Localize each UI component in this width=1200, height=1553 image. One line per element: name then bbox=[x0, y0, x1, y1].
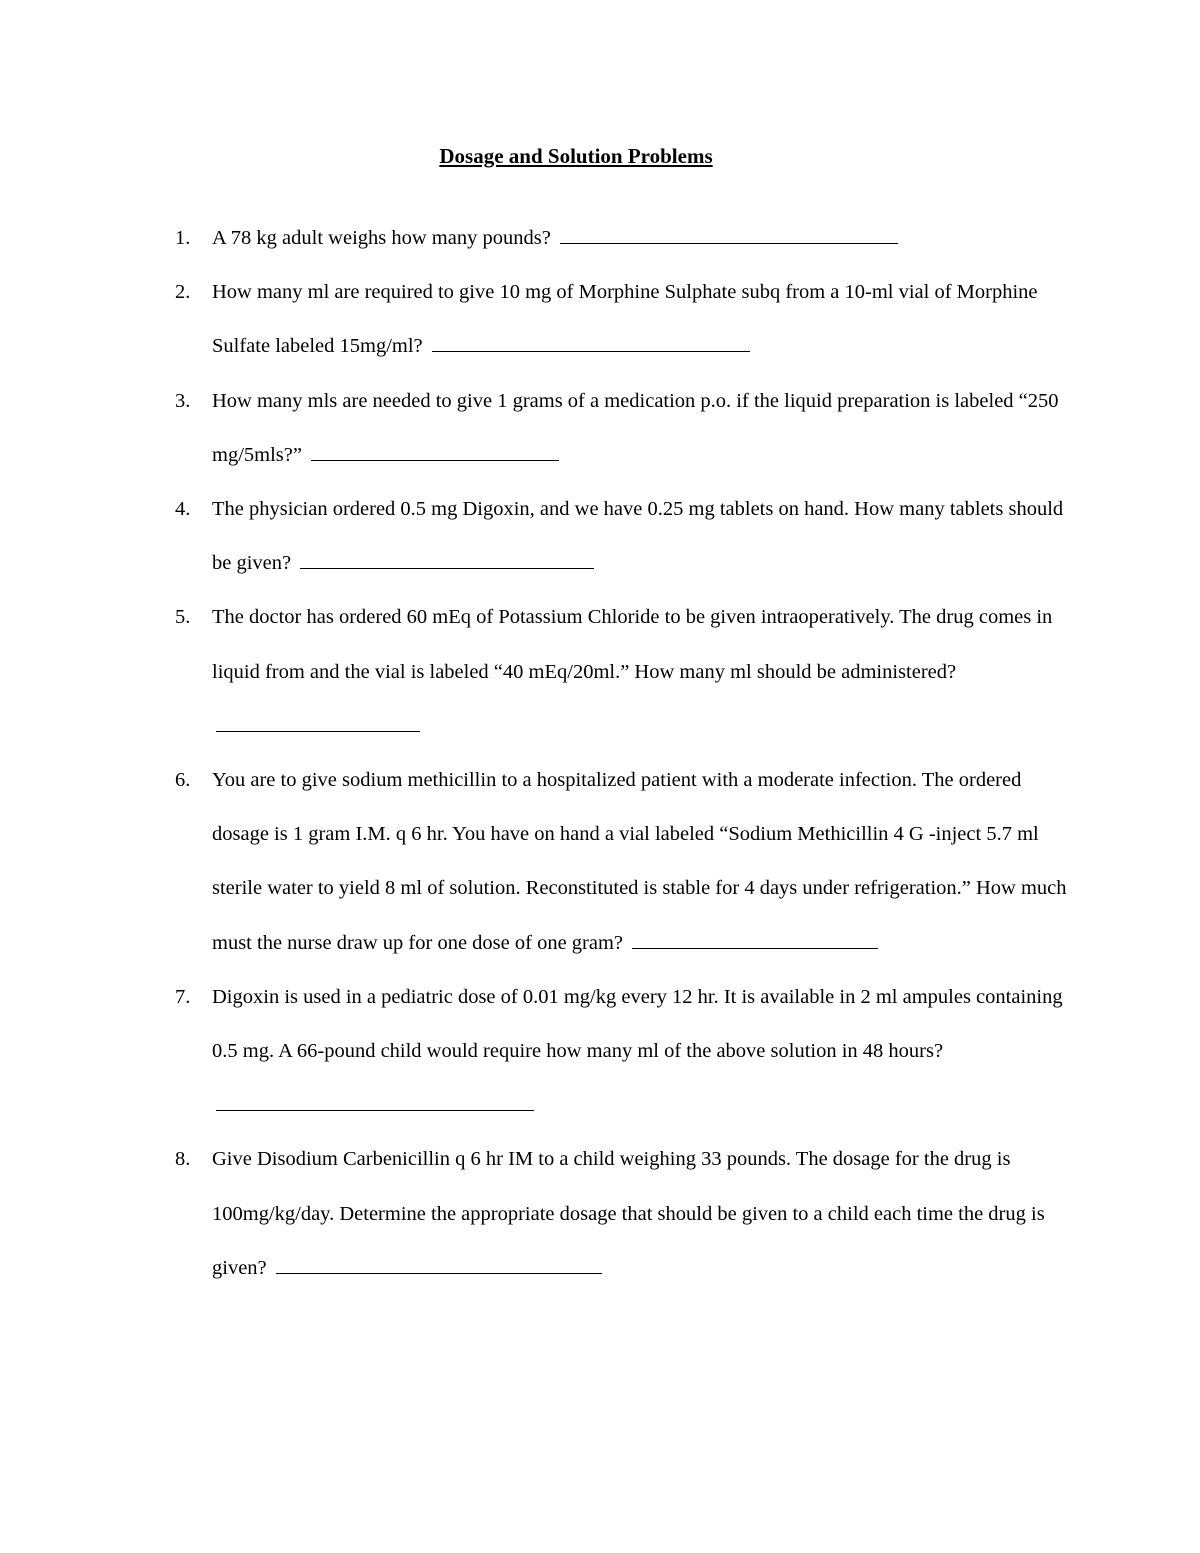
question-number: 6. bbox=[175, 769, 191, 792]
question-number: 3. bbox=[175, 389, 191, 412]
answer-blank[interactable] bbox=[311, 442, 559, 461]
question-text: The physician ordered 0.5 mg Digoxin, and we have 0.25 mg tablets on hand. How many tablets should be given? bbox=[212, 498, 1064, 575]
answer-blank[interactable] bbox=[216, 1092, 534, 1111]
question-text: How many mls are needed to give 1 grams of a medication p.o. if the liquid preparation is labeled “250 mg/5mls?” bbox=[212, 389, 1059, 466]
answer-blank[interactable] bbox=[432, 333, 750, 352]
question-item-3 bbox=[175, 374, 1070, 482]
question-item-1 bbox=[175, 211, 1070, 265]
question-number: 4. bbox=[175, 498, 191, 521]
question-number: 7. bbox=[175, 985, 191, 1008]
answer-blank[interactable] bbox=[632, 930, 878, 949]
answer-blank[interactable] bbox=[276, 1255, 602, 1274]
page-title: Dosage and Solution Problems bbox=[439, 144, 713, 168]
question-text: The doctor has ordered 60 mEq of Potassium Chloride to be given intraoperatively. The drug comes in liquid from and the vial is labeled “40 mEq/20ml.” How many ml should be administered? bbox=[212, 606, 1053, 683]
answer-blank[interactable] bbox=[560, 225, 898, 244]
question-text: A 78 kg adult weighs how many pounds? bbox=[212, 227, 551, 249]
question-item-5 bbox=[175, 590, 1070, 753]
question-number: 8. bbox=[175, 1148, 191, 1171]
question-item-7 bbox=[175, 970, 1070, 1133]
question-number: 5. bbox=[175, 606, 191, 629]
question-item-2 bbox=[175, 265, 1070, 373]
question-text: Digoxin is used in a pediatric dose of 0.01 mg/kg every 12 hr. It is available in 2 ml ampules containing 0.5 mg. A 66-pound child would require how many ml of the above solution in 48 hours? bbox=[212, 985, 1063, 1063]
answer-blank[interactable] bbox=[216, 713, 420, 732]
question-text: You are to give sodium methicillin to a hospitalized patient with a moderate infection. The ordered dosage is 1 gram I.M. q 6 hr. You have on hand a vial labeled “Sodium Methicillin 4 G -inject 5.7 ml sterile water to yield 8 ml of solution. Reconstituted is stable for 4 days under refrigeration.” How much must the nurse draw up for one dose of one gram? bbox=[212, 769, 1067, 954]
question-item-4 bbox=[175, 482, 1070, 590]
question-text: Give Disodium Carbenicillin q 6 hr IM to a child weighing 33 pounds. The dosage for the drug is 100mg/kg/day. Determine the appropriate dosage that should be given to a child each time the drug is given? bbox=[212, 1148, 1045, 1279]
question-item-8 bbox=[175, 1132, 1070, 1295]
question-text: How many ml are required to give 10 mg of Morphine Sulphate subq from a 10-ml vial of Morphine Sulfate labeled 15mg/ml? bbox=[212, 281, 1038, 358]
answer-blank[interactable] bbox=[300, 550, 594, 569]
question-item-6 bbox=[175, 753, 1070, 970]
question-number: 1. bbox=[175, 227, 191, 249]
question-number: 2. bbox=[175, 281, 191, 304]
question-list bbox=[175, 211, 1070, 1295]
